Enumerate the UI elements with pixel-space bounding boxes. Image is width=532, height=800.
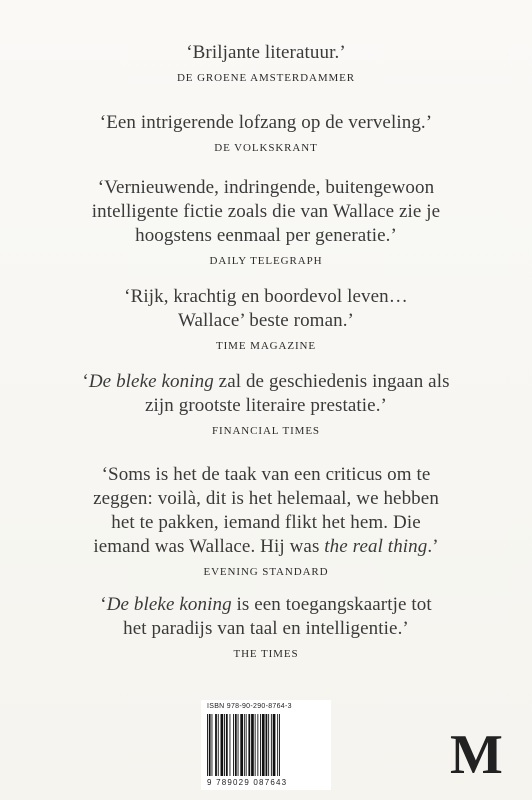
quote-source: DE GROENE AMSTERDAMMER <box>176 72 356 84</box>
quote-open-mark: ‘ <box>100 594 107 615</box>
barcode-bar <box>218 714 219 776</box>
review-quote-5 <box>0 370 532 437</box>
barcode-bar <box>238 714 239 776</box>
barcode-bar <box>230 714 231 776</box>
barcode-bar <box>244 714 245 776</box>
barcode-bar <box>240 714 243 776</box>
barcode-bar <box>248 714 250 776</box>
quote-line: het paradijs van taal en intelligentie.’ <box>123 618 409 639</box>
italic-phrase: the real thing <box>324 536 428 557</box>
barcode-bar <box>224 714 225 776</box>
quote-line: zijn grootste literaire prestatie.’ <box>145 395 387 416</box>
barcode-bars <box>207 714 325 776</box>
quote-line-rest: zal de geschiedenis ingaan als <box>213 371 450 392</box>
quote-line: ‘Rijk, krachtig en boordevol leven… <box>124 286 408 307</box>
review-quote-7 <box>0 593 532 660</box>
quote-line <box>0 535 532 559</box>
quote-source: THE TIMES <box>233 648 299 660</box>
review-quote-2 <box>0 111 532 154</box>
barcode-bar <box>257 714 258 776</box>
barcode-bar <box>207 714 208 776</box>
barcode-bar <box>271 714 272 776</box>
barcode-bar <box>251 714 254 776</box>
review-quote-3 <box>0 176 532 267</box>
quote-line <box>0 370 532 394</box>
quote-line: hoogstens eenmaal per generatie.’ <box>135 225 397 246</box>
quote-line: zeggen: voilà, dit is het helemaal, we hebben <box>93 488 439 509</box>
quote-open-mark: ‘ <box>82 371 89 392</box>
quote-source: FINANCIAL TIMES <box>212 425 320 437</box>
quote-source: DAILY TELEGRAPH <box>209 255 323 267</box>
isbn-barcode <box>201 700 331 790</box>
barcode-bar <box>212 714 213 776</box>
quote-line <box>0 593 532 617</box>
quote-line: intelligente fictie zoals die van Wallace zie je <box>91 201 441 222</box>
book-title-italic: De bleke koning <box>88 371 214 392</box>
quote-close-mark: .’ <box>427 536 439 557</box>
barcode-bar <box>215 714 217 776</box>
quote-source: EVENING STANDARD <box>203 566 329 578</box>
quote-line: ‘Soms is het de taak van een criticus om te <box>101 464 431 485</box>
barcode-bar <box>273 714 276 776</box>
barcode-bar <box>246 714 247 776</box>
barcode-bar <box>279 714 280 776</box>
publisher-logo: M <box>450 724 503 786</box>
barcode-bar <box>221 714 224 776</box>
quote-line: ‘Vernieuwende, indringende, buitengewoon <box>97 177 435 198</box>
barcode-bar <box>262 714 265 776</box>
book-title-italic: De bleke koning <box>106 594 232 615</box>
quote-line: het te pakken, iemand flikt het hem. Die <box>111 512 421 533</box>
barcode-bar <box>268 714 269 776</box>
barcode-bar <box>209 714 211 776</box>
barcode-bar <box>266 714 268 776</box>
quote-source: TIME MAGAZINE <box>216 340 316 352</box>
isbn-label: ISBN 978-90-290-8764-3 <box>207 703 292 710</box>
review-quote-4 <box>0 285 532 352</box>
barcode-bar <box>233 714 234 776</box>
quote-text: ‘Briljante literatuur.’ <box>186 42 346 63</box>
barcode-bar <box>255 714 256 776</box>
barcode-digits: 9 789029 087643 <box>207 778 288 787</box>
quote-line: Wallace’ beste roman.’ <box>178 310 354 331</box>
quote-line-start: iemand was Wallace. Hij was <box>93 536 325 557</box>
quote-text: ‘Een intrigerende lofzang op de verveling.’ <box>99 112 433 133</box>
barcode-bar <box>235 714 237 776</box>
barcode-bar <box>226 714 228 776</box>
barcode-bar <box>260 714 261 776</box>
quote-line-rest: is een toegangskaartje tot <box>231 594 432 615</box>
review-quote-1 <box>0 41 532 84</box>
quote-source: DE VOLKSKRANT <box>214 142 318 154</box>
review-quote-6 <box>0 463 532 578</box>
barcode-bar <box>277 714 278 776</box>
